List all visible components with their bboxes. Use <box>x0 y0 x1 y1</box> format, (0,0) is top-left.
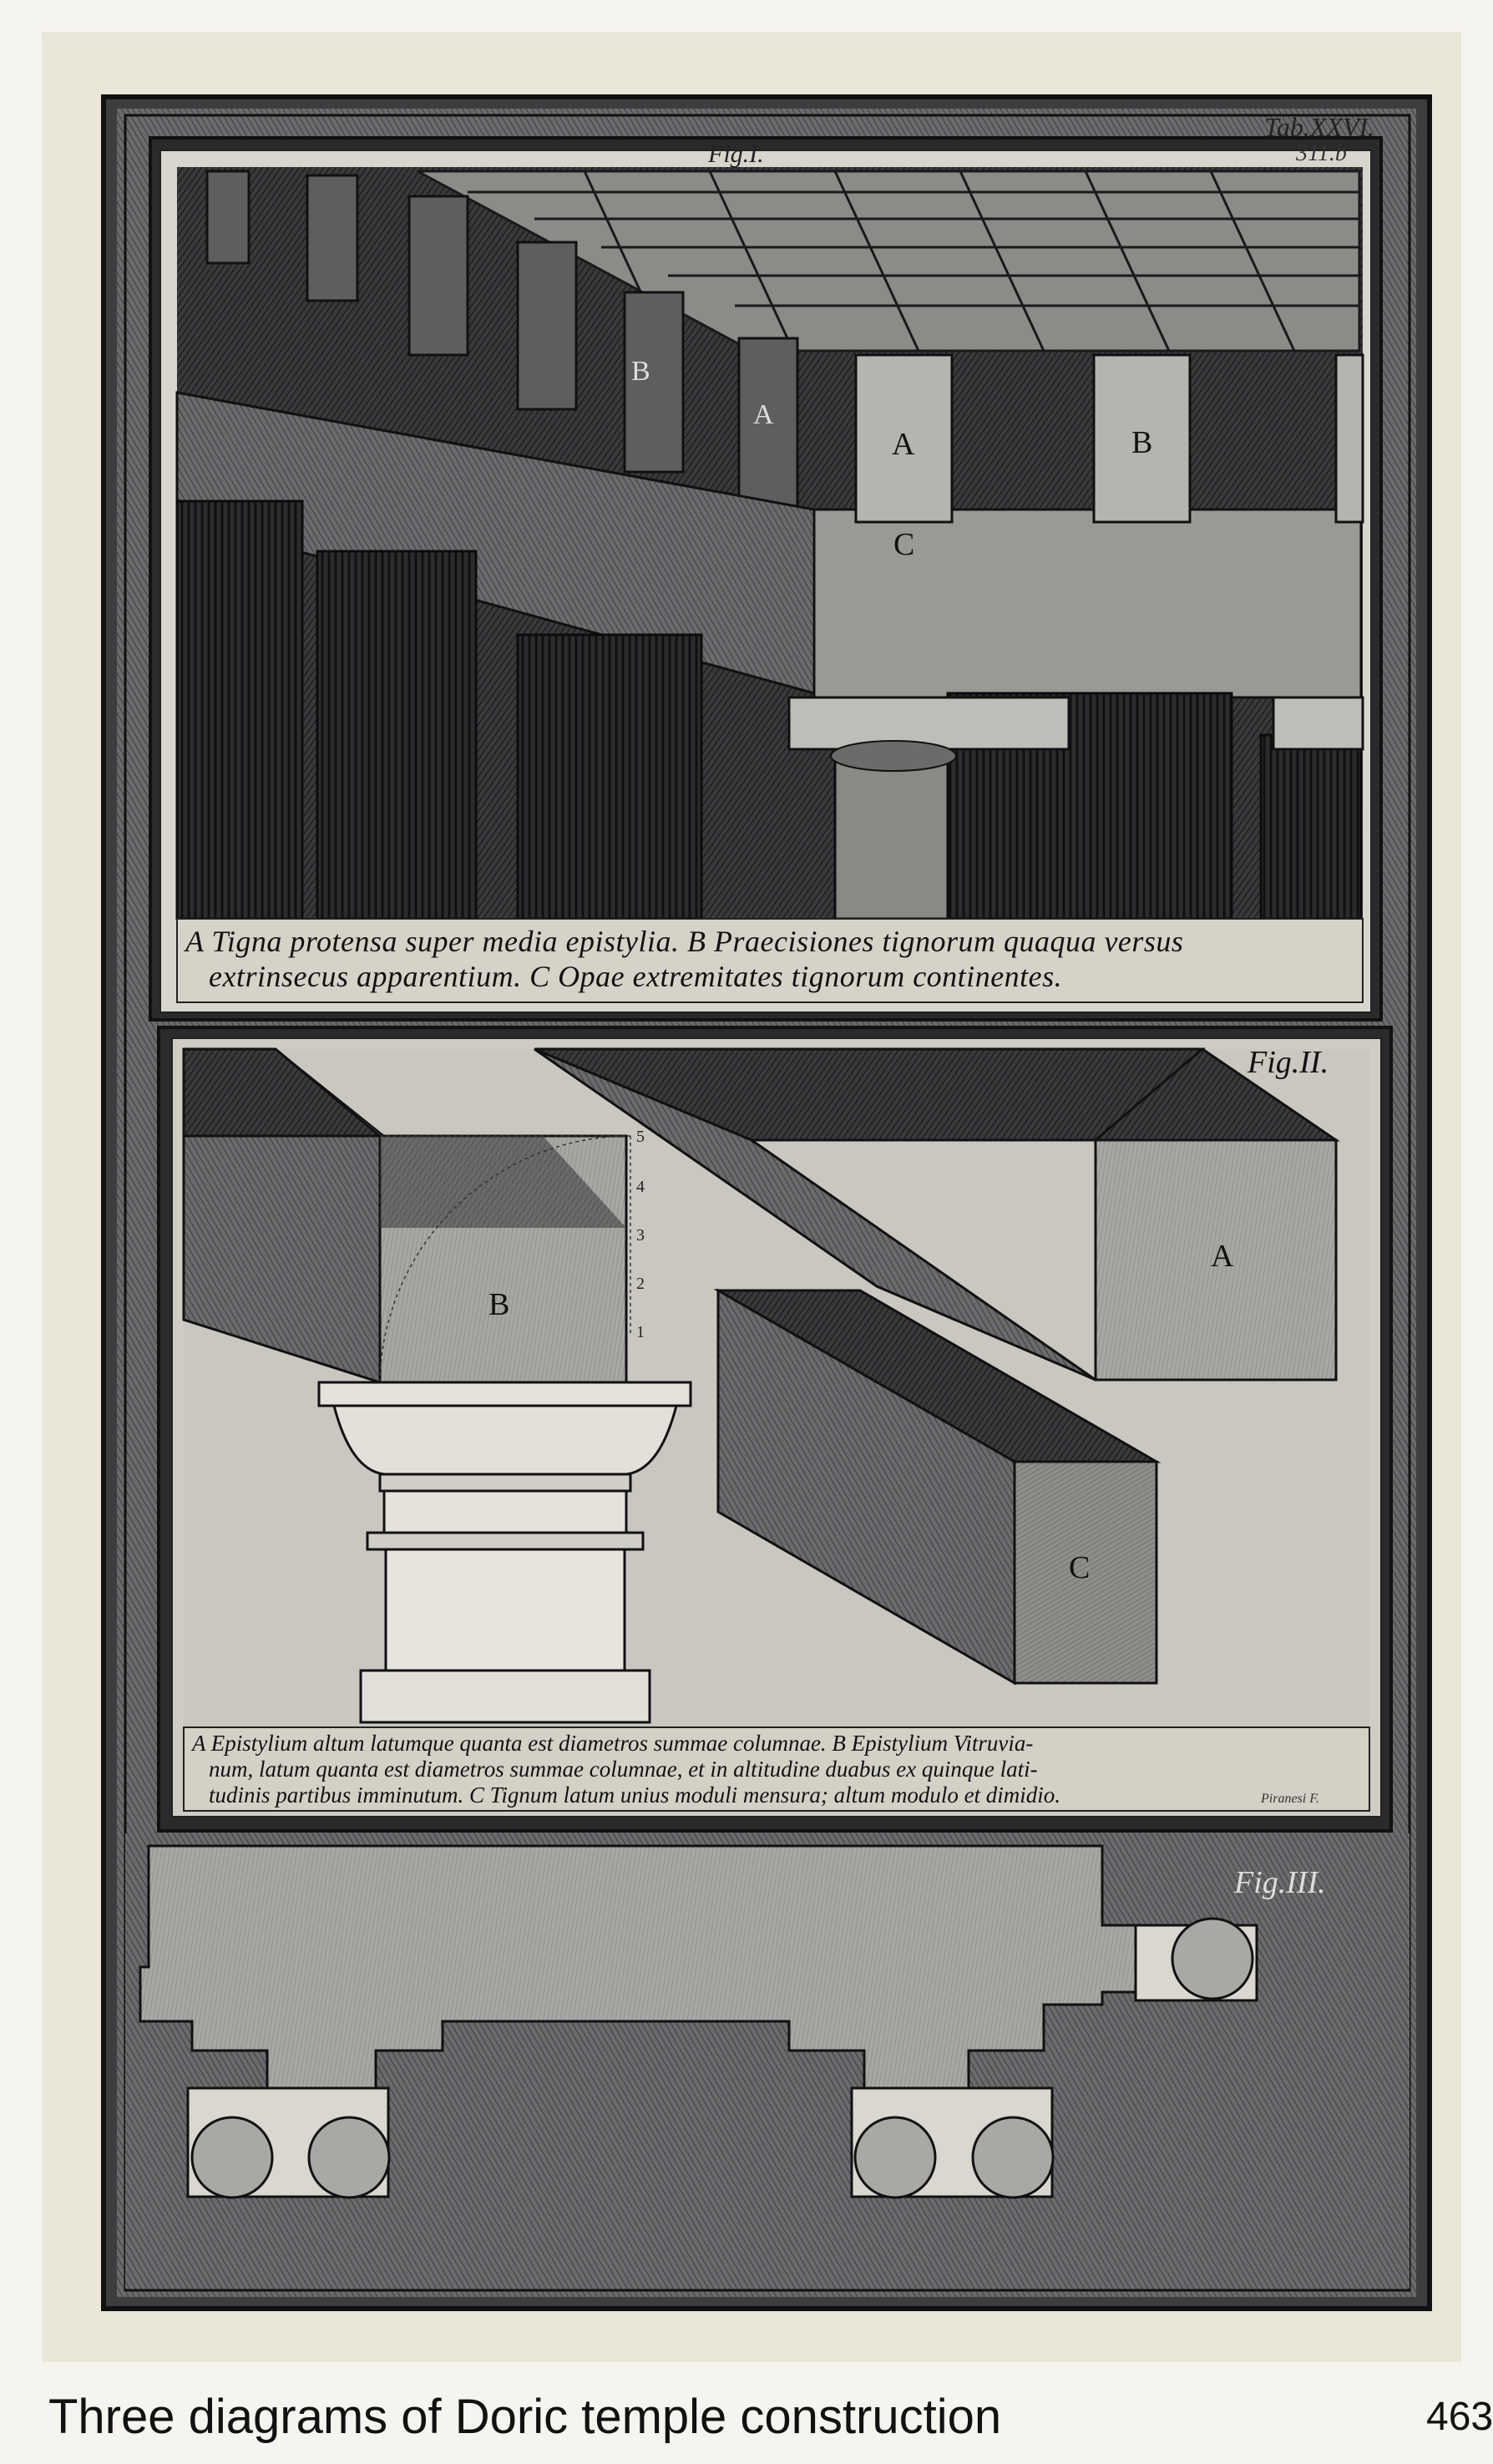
fig1-title: Fig.I. <box>708 140 764 168</box>
fig1-label-c: C <box>893 527 915 562</box>
fig2-label-b: B <box>488 1287 510 1322</box>
fig2-label-c: C <box>1069 1550 1091 1585</box>
fig2-scale-tick: 1 <box>636 1323 645 1341</box>
fig1-label-a: A <box>892 427 915 462</box>
fig2-scale-tick: 2 <box>636 1275 645 1293</box>
fig2-scale-tick: 4 <box>636 1178 645 1196</box>
book-caption: Three diagrams of Doric temple construction <box>48 2390 1002 2444</box>
plate-sub-number: 311.b <box>1296 140 1347 166</box>
fig3-title: Fig.III. <box>1234 1865 1326 1900</box>
fig1-label-a-small: A <box>753 399 774 430</box>
fig1-capital-abacus <box>789 697 1069 749</box>
fig2-caption-line1: A Epistylium altum latumque quanta est diametros summae columnae. B Epistylium Vitruvia- <box>192 1731 1034 1756</box>
fig2-caption-line3: tudinis partibus imminutum. C Tignum latum unius moduli mensura; altum modulo et dimidio. <box>209 1782 1061 1807</box>
plate-number: Tab.XXVI. <box>1264 112 1375 142</box>
fig1-label-b: B <box>1131 425 1153 460</box>
fig2-label-a: A <box>1211 1239 1234 1274</box>
fig1-panel <box>150 138 1381 1020</box>
fig2-caption-line2: num, latum quanta est diametros summae columnae, et in altitudine duabus ex quinque lati- <box>209 1757 1038 1782</box>
fig3-plan <box>125 1833 1409 2289</box>
fig1-caption-line1: A Tigna protensa super media epistylia. B Praecisiones tignorum quaqua versus <box>185 925 1184 958</box>
fig2-scale-tick: 5 <box>636 1128 645 1146</box>
fig2-title: Fig.II. <box>1248 1045 1329 1080</box>
fig1-caption-line2: extrinsecus apparentium. C Opae extremitates tignorum continentes. <box>209 960 1063 993</box>
fig2-column-shaft <box>386 1549 625 1671</box>
fig2-scale-tick: 3 <box>636 1226 645 1245</box>
fig2-panel <box>159 1027 1391 1831</box>
page-number: 463 <box>1426 2395 1493 2439</box>
engraver-signature: Piranesi F. <box>1261 1792 1319 1806</box>
fig1-label-b-small: B <box>631 356 650 387</box>
